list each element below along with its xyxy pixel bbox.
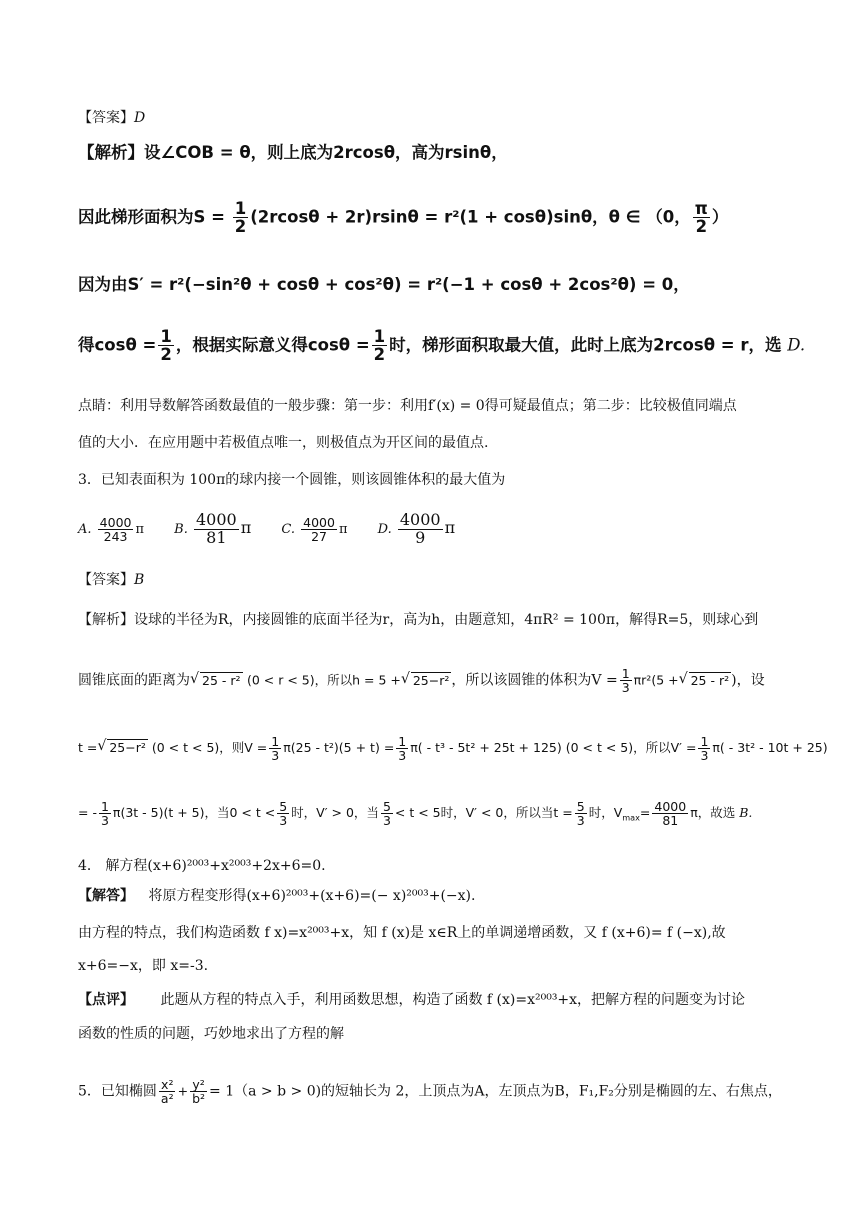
fraction-y2-b2: $\frac{\text{y²}}{\text{b²}}$ [192,1077,206,1107]
text: < t < 5时，V′ < 0，所以当t = [394,805,573,821]
solution-label: 【解答】 [78,888,134,904]
text: 得cosθ = [78,335,157,355]
option-c-fraction: $\frac{4000}{27}$ [303,514,335,544]
text: π(3t - 5)(t + 5)，当0 < t < [112,805,276,821]
question-5-stem [78,1078,782,1105]
fraction-one-third: $\frac{1}{3}$ [100,799,109,829]
subscript-max: max [622,812,640,823]
text: = [639,805,651,821]
text: π，故选 [690,805,736,821]
answer-value: B [134,572,145,588]
option-b-label: B. [174,521,188,537]
text: = [383,740,395,756]
analysis-2-line-3 [78,735,828,762]
text: 时，梯形面积取最大值，此时上底为2rcosθ = r，选 [389,335,782,355]
option-a-label: A. [78,521,92,537]
text: (0 < r < 5)，所以h = 5 + [246,672,401,688]
analysis-2-line-1 [78,610,758,630]
option-b-fraction: $\frac{4000}{81}$ [196,510,237,547]
fraction-one-half: $\frac{1}{2}$ [373,327,386,365]
text: 由方程的特点，我们构造函数 f x)=x²⁰⁰³+x，知 f (x)是 x∈R上的单调递增函数，又 f (x+6)= f (−x),故 [78,925,726,941]
analysis-1-line-1 [78,143,508,163]
answer-2 [78,570,144,590]
question-4-line-2 [78,923,726,943]
sqrt-25-minus-r-squared: √ 25 - r² [679,671,732,691]
text: B. [739,805,753,821]
text: ） [711,207,729,227]
answer-label: 【答案】 [78,572,134,588]
analysis-1-text: 【解析】设∠COB = θ，则上底为2rcosθ，高为rsinθ， [78,143,508,162]
text: 此题从方程的特点入手，利用函数思想，构造了函数 f (x)=x²⁰⁰³+x，把解方程的问题变为讨论 [160,992,746,1008]
comment-label: 【点评】 [78,992,134,1008]
fraction-x2-a2: $\frac{\text{x²}}{\text{a²}}$ [160,1077,174,1107]
text: )，设 [731,672,765,689]
text: 圆锥底面的距离为 [78,672,190,689]
analysis-2-line-2 [78,667,765,694]
text: π(25 - t²)(5 + t) [283,740,380,756]
fraction-one-half: $\frac{1}{2}$ [160,327,172,365]
fraction-one-half: $\frac{1}{2}$ [234,199,247,237]
fraction-one-third: $\frac{1}{3}$ [700,734,709,764]
text: π( - 3t² - 10t + 25) [712,740,828,756]
text: = - [78,805,97,821]
option-a-fraction: $\frac{4000}{243}$ [99,514,132,544]
fraction-one-third: $\frac{1}{3}$ [621,666,630,696]
text: t = [78,740,98,756]
answer-1 [78,108,145,128]
text: (0 < t < 5)，则V = [151,740,268,756]
text: ，所以该圆锥的体积为V = [451,672,618,689]
question-3-stem [78,470,505,490]
question-3-options [78,512,455,547]
text: (2rcosθ + 2r)rsinθ = r²(1 + cosθ)sinθ，θ ∈ （0， [250,207,691,227]
sqrt-25-minus-r-squared: √ 25 - r² [190,671,243,691]
text: 5．已知椭圆 [78,1083,157,1100]
answer-label: 【答案】 [78,110,134,126]
text: 时，V′ > 0，当 [291,805,379,821]
text: 将原方程变形得(x+6)²⁰⁰³+(x+6)=(− x)²⁰⁰³+(−x). [148,888,476,904]
tip-line-2 [78,433,488,453]
text: 因此梯形面积为S = [78,207,225,227]
question-4-line-5 [78,1024,344,1044]
answer-value: D [134,110,146,126]
question-4-solution [78,886,475,906]
text: 3．已知表面积为 100π的球内接一个圆锥，则该圆锥体积的最大值为 [78,472,506,488]
pi-symbol: π [240,517,252,537]
text: = 1（a > b > 0)的短轴长为 2，上顶点为A，左顶点为B，F₁,F₂分别是椭圆的左、右焦点， [209,1083,782,1100]
pi-symbol: π [338,521,348,537]
sqrt-25-minus-r-squared: √ 25−r² [97,738,148,758]
pi-symbol: π [444,517,456,537]
text: D. [787,335,806,355]
question-4-line-3 [78,956,208,976]
sqrt-25-minus-r-squared: √ 25−r² [401,671,452,691]
text: 【解析】设球的半径为R，内接圆锥的底面半径为r，高为h，由题意知，4πR² = 100π，解得R=5，则球心到 [78,612,759,628]
fraction-five-thirds: $\frac{5}{3}$ [576,799,585,829]
analysis-1-line-4 [78,328,805,364]
plus-sign: + [177,1083,189,1099]
option-c-label: C. [281,521,295,537]
question-4-comment [78,990,745,1010]
fraction-one-third: $\frac{1}{3}$ [271,734,280,764]
fraction-4000-81: $\frac{4000}{81}$ [654,799,687,829]
text: ，根据实际意义得cosθ = [175,335,370,355]
text: 点睛：利用导数解答函数最值的一般步骤：第一步：利用f′(x) = 0得可疑最值点；第二步：比较极值同端点 [78,398,737,414]
pi-symbol: π [135,521,145,537]
fraction-one-third: $\frac{1}{3}$ [398,734,407,764]
analysis-2-line-4 [78,800,752,827]
option-d-label: D. [377,521,392,537]
analysis-1-line-2 [78,200,728,236]
tip-line-1 [78,396,737,416]
text: 函数的性质的问题，巧妙地求出了方程的解 [78,1026,344,1042]
analysis-1-line-3 [78,275,690,295]
text: x+6=−x，即 x=-3. [78,958,209,974]
question-4-stem [78,856,326,876]
option-d-fraction: $\frac{4000}{9}$ [399,510,441,547]
fraction-pi-half: $\frac{\pi}{2}$ [694,199,708,237]
fraction-five-thirds: $\frac{5}{3}$ [279,799,288,829]
text: π( - t³ - 5t² + 25t + 125) (0 < t < 5)，所以V′ = [410,740,697,756]
fraction-five-thirds: $\frac{5}{3}$ [382,799,391,829]
text: 时，V [588,805,623,821]
text: πr²(5 + [633,672,679,688]
text: 值的大小．在应用题中若极值点唯一，则极值点为开区间的最值点. [78,435,489,451]
text: 4． 解方程(x+6)²⁰⁰³+x²⁰⁰³+2x+6=0. [78,858,326,874]
text: 因为由S′ = r²(−sin²θ + cosθ + cos²θ) = r²(−1 + cosθ + 2cos²θ) = 0， [78,275,690,294]
